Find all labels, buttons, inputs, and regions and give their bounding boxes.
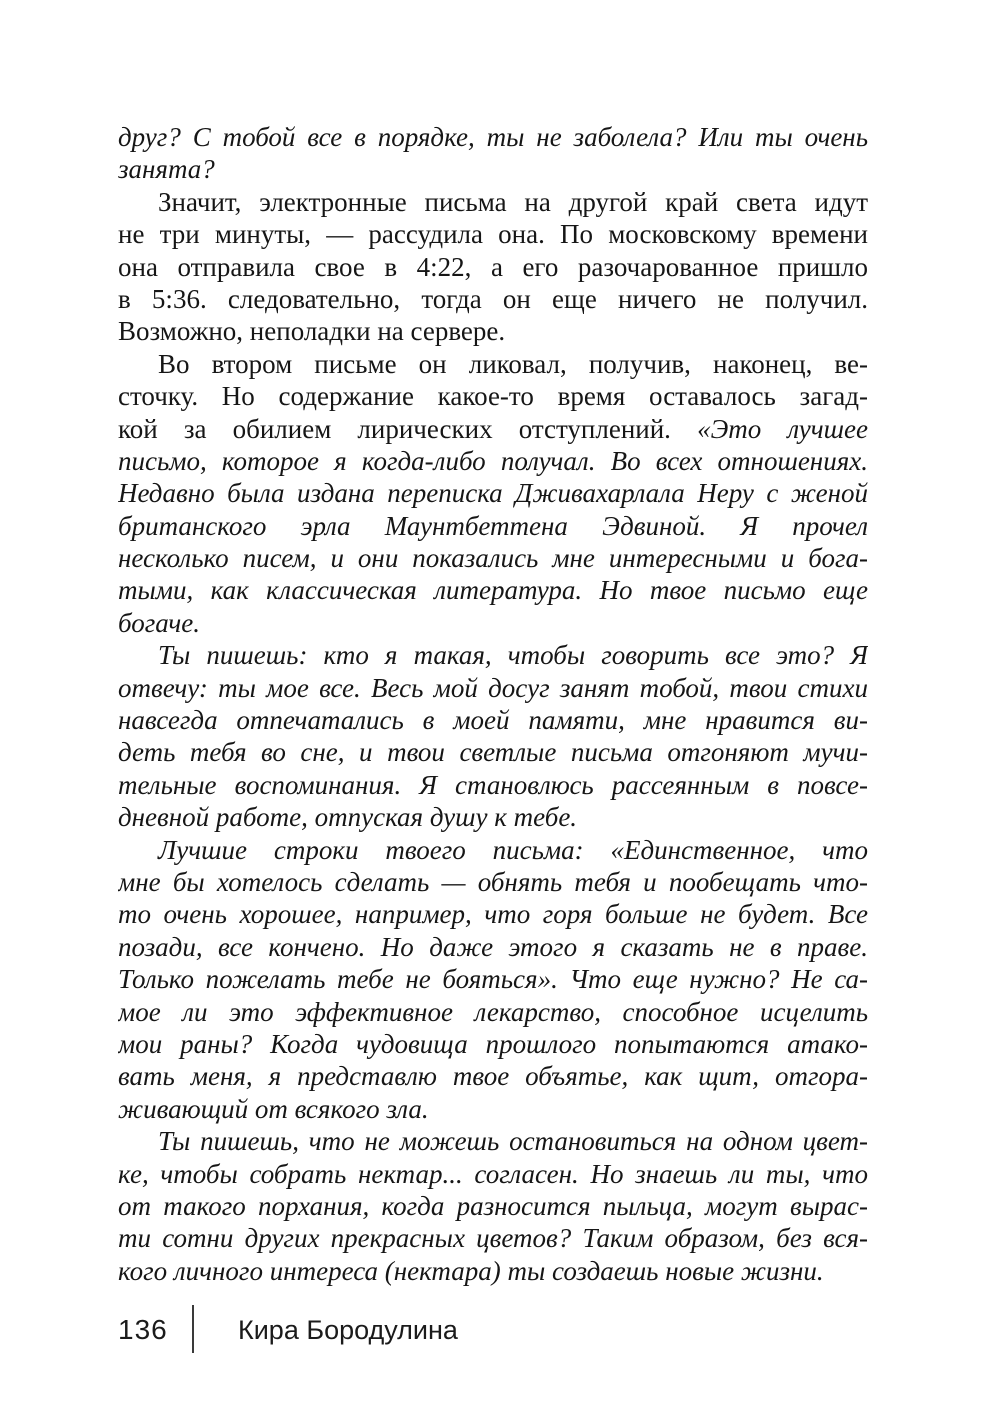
text-line (118, 1190, 868, 1222)
regular-text-segment: в 5:36. следовательно, тогда он еще ничего не получил. (118, 283, 868, 314)
text-line (118, 1028, 868, 1060)
italic-text-segment: Ты пишешь: кто я такая, чтобы говорить все это? Я (158, 640, 868, 671)
text-line (118, 121, 868, 153)
paragraph (118, 639, 868, 833)
italic-text-segment: несколько писем, и они показались мне интересными и бога- (118, 543, 868, 574)
text-line (118, 510, 868, 542)
text-line (118, 477, 868, 509)
text-line (118, 963, 868, 995)
text-line (118, 542, 868, 574)
italic-text-segment: вать меня, я представлю твое объятье, как щит, отгора- (118, 1061, 868, 1092)
text-line (118, 866, 868, 898)
text-line (118, 186, 868, 218)
italic-text-segment: богаче. (118, 607, 201, 638)
text-line (118, 801, 868, 833)
text-line (118, 251, 868, 283)
text-line (118, 283, 868, 315)
italic-text-segment: навсегда отпечатались в моей памяти, мне нравится ви- (118, 705, 868, 736)
text-line (118, 380, 868, 412)
italic-text-segment: дневной работе, отпуская душу к тебе. (118, 802, 578, 833)
text-line (118, 348, 868, 380)
text-line (118, 1093, 868, 1125)
italic-text-segment: тыми, как классическая литература. Но твое письмо еще (118, 575, 868, 606)
regular-text-segment: Возможно, неполадки на сервере. (118, 316, 506, 347)
italic-text-segment: занята? (118, 154, 215, 185)
text-line (118, 218, 868, 250)
page-text-block (118, 121, 868, 1287)
italic-text-segment: «Это лучшее (697, 413, 868, 444)
italic-text-segment: ке, чтобы собрать нектар... согласен. Но знаешь ли ты, что (118, 1158, 868, 1189)
italic-text-segment: мои раны? Когда чудовища прошлого попытаются атако- (118, 1028, 868, 1059)
italic-text-segment: Недавно была издана переписка Дживахарлала Неру с женой (118, 478, 868, 509)
text-line (118, 607, 868, 639)
text-line (118, 1125, 868, 1157)
page-number: 136 (118, 1314, 168, 1345)
regular-text-segment: она отправила свое в 4:22, а его разочарованное пришло (118, 251, 868, 282)
italic-text-segment: Ты пишешь, что не можешь остановиться на одном цвет- (158, 1126, 868, 1157)
text-line (118, 736, 868, 768)
italic-text-segment: кого личного интереса (нектара) ты создаешь новые жизни. (118, 1255, 824, 1286)
italic-text-segment: деть тебя во сне, и твои светлые письма отгоняют мучи- (118, 737, 868, 768)
text-line (118, 931, 868, 963)
italic-text-segment: письмо, которое я когда-либо получал. Во всех отношениях. (118, 445, 868, 476)
footer-divider (192, 1305, 194, 1353)
italic-text-segment: позади, все кончено. Но даже этого я сказать не в праве. (118, 931, 868, 962)
italic-text-segment: тельные воспоминания. Я становлюсь рассеянным в повсе- (118, 769, 868, 800)
italic-text-segment: друг? С тобой все в порядке, ты не заболела? Или ты очень (118, 122, 868, 152)
text-line (118, 1222, 868, 1254)
text-line (118, 769, 868, 801)
paragraph (118, 186, 868, 348)
italic-text-segment: ти сотни других прекрасных цветов? Таким образом, без вся- (118, 1223, 868, 1254)
regular-text-segment: кой за обилием лирических отступлений. (118, 413, 698, 444)
italic-text-segment: от такого порхания, когда разносится пыльца, могут вырас- (118, 1190, 868, 1221)
paragraph (118, 348, 868, 640)
text-line (118, 639, 868, 671)
paragraph (118, 121, 868, 186)
regular-text-segment: не три минуты, — рассудила она. По московскому времени (118, 219, 868, 250)
italic-text-segment: отвечу: ты мое все. Весь мой досуг занят тобой, твои стихи (118, 672, 868, 703)
footer-author-name: Кира Бородулина (238, 1315, 458, 1345)
italic-text-segment: живающий от всякого зла. (118, 1093, 429, 1124)
text-line (118, 1158, 868, 1190)
text-line (118, 996, 868, 1028)
italic-text-segment: британского эрла Маунтбеттена Эдвиной. Я прочел (118, 510, 868, 541)
regular-text-segment: Во втором письме он ликовал, получив, наконец, ве- (158, 348, 868, 379)
italic-text-segment: то очень хорошее, например, что горя больше не будет. Все (118, 899, 868, 930)
text-line (118, 413, 868, 445)
paragraph (118, 1125, 868, 1287)
text-line (118, 153, 868, 185)
text-line (118, 445, 868, 477)
text-line (118, 672, 868, 704)
paragraph (118, 834, 868, 1126)
italic-text-segment: мне бы хотелось сделать — обнять тебя и пообещать что- (118, 866, 868, 897)
text-line (118, 315, 868, 347)
italic-text-segment: Только пожелать тебе не бояться». Что еще нужно? Не са- (118, 964, 868, 995)
regular-text-segment: Значит, электронные письма на другой край света идут (158, 186, 868, 217)
text-line (118, 898, 868, 930)
text-line (118, 834, 868, 866)
italic-text-segment: Лучшие строки твоего письма: «Единственное, что (158, 834, 868, 865)
text-line (118, 1060, 868, 1092)
text-line (118, 1255, 868, 1287)
text-line (118, 574, 868, 606)
text-line (118, 704, 868, 736)
italic-text-segment: мое ли это эффективное лекарство, способное исцелить (118, 996, 868, 1027)
regular-text-segment: сточку. Но содержание какое-то время оставалось загад- (118, 381, 868, 412)
